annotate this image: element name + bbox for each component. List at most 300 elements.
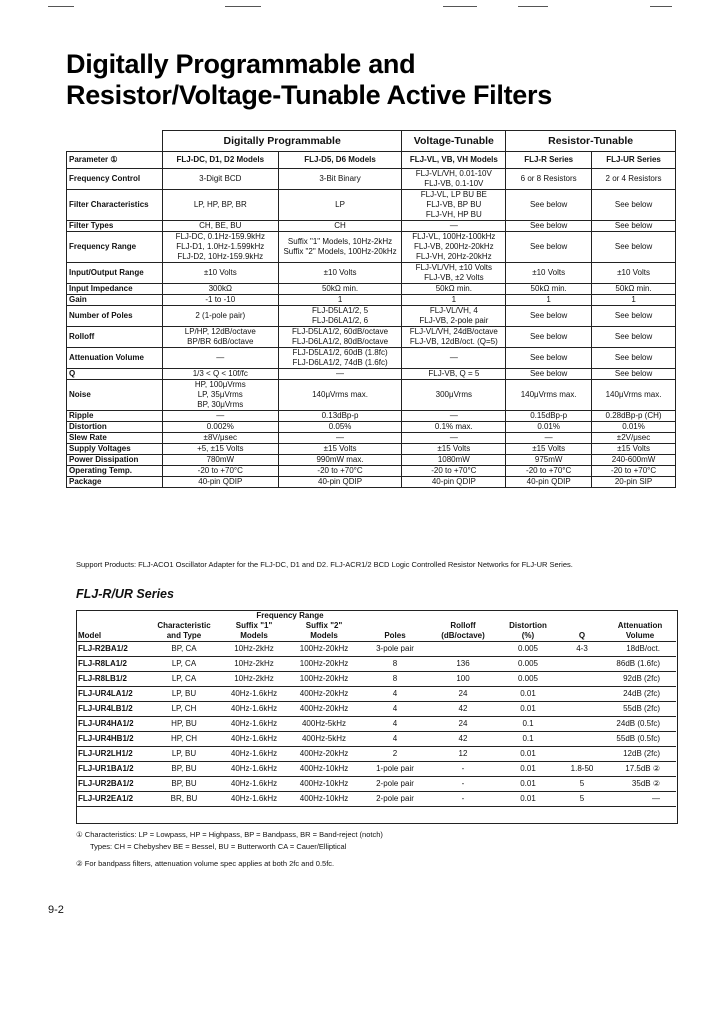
attenuation-cell: 55dB (0.5fc) <box>604 732 676 747</box>
col-suffix-2: Suffix "2" <box>305 621 343 630</box>
spec-cell-line: See below <box>529 332 568 341</box>
spec-cell <box>278 444 402 455</box>
poles-cell: 4 <box>360 732 430 747</box>
spec-cell-line: -20 to +70°C <box>317 466 363 475</box>
spec-cell-line: -20 to +70°C <box>610 466 657 475</box>
col-q: Q <box>560 631 604 642</box>
col-dc-d1-d2: FLJ-DC, D1, D2 Models <box>162 152 278 169</box>
spec-cell-line: 40-pin QDIP <box>198 477 243 486</box>
poles-cell: 4 <box>360 702 430 717</box>
spec-cell <box>278 169 402 190</box>
spec-row <box>67 369 676 380</box>
scan-artifact <box>48 6 74 7</box>
spec-cell <box>506 380 592 411</box>
scan-artifact <box>443 6 477 7</box>
q-cell <box>560 702 604 717</box>
parameter-label: Power Dissipation <box>67 455 163 466</box>
q-cell <box>560 732 604 747</box>
spec-cell <box>278 380 402 411</box>
spec-cell <box>592 169 676 190</box>
spec-cell-line: 0.002% <box>206 422 234 431</box>
spec-cell <box>402 466 506 477</box>
model-cell: FLJ-UR4HB1/2 <box>76 732 148 747</box>
spec-cell <box>592 306 676 327</box>
spec-cell <box>402 263 506 284</box>
spec-cell <box>402 221 506 232</box>
parameter-label: Input Impedance <box>67 284 163 295</box>
spec-cell-line: — <box>544 433 553 442</box>
spec-cell-line: FLJ-VB, ±2 Volts <box>424 273 484 282</box>
spec-row <box>67 380 676 411</box>
spec-group-blank <box>67 131 163 152</box>
parameter-label: Noise <box>67 380 163 411</box>
spec-row <box>67 327 676 348</box>
spec-cell-line: 50kΩ min. <box>321 284 359 293</box>
scan-artifact <box>518 6 548 7</box>
series-header-spacer <box>360 621 430 631</box>
spec-cell-line: 40-pin QDIP <box>431 477 476 486</box>
spec-cell-line: FLJ-D1, 1.0Hz-1.599kHz <box>176 242 265 251</box>
spec-cell-line: 1 <box>451 295 457 304</box>
rolloff-cell: 24 <box>430 687 496 702</box>
col-vl-vb-vh: FLJ-VL, VB, VH Models <box>402 152 506 169</box>
spec-cell <box>592 422 676 433</box>
spec-cell-line: FLJ-VH, 20Hz-20kHz <box>416 252 492 261</box>
spec-cell-line: 1/3 < Q < 10f/fc <box>192 369 248 378</box>
parameter-label: Ripple <box>67 411 163 422</box>
spec-column-header-row <box>67 152 676 169</box>
spec-cell <box>402 369 506 380</box>
spec-cell-line: 140μVrms max. <box>520 390 577 399</box>
suffix-1-range-cell: 40Hz-1.6kHz <box>220 747 288 762</box>
spec-cell <box>278 284 402 295</box>
spec-cell-line: — <box>336 433 345 442</box>
col-suffix-1-models: Models <box>220 631 288 642</box>
spec-cell <box>162 169 278 190</box>
spec-cell <box>506 190 592 221</box>
distortion-cell: 0.1 <box>496 717 560 732</box>
spec-cell <box>402 422 506 433</box>
poles-cell: 8 <box>360 657 430 672</box>
suffix-2-range-cell: 400Hz-20kHz <box>288 687 360 702</box>
rolloff-cell: - <box>430 777 496 792</box>
suffix-2-range-cell: 400Hz-10kHz <box>288 792 360 807</box>
spec-cell <box>402 433 506 444</box>
parameter-label: Input/Output Range <box>67 263 163 284</box>
table-row <box>76 657 676 672</box>
suffix-1-range-cell: 40Hz-1.6kHz <box>220 777 288 792</box>
spec-cell-line: See below <box>614 332 653 341</box>
spec-cell-line: FLJ-VL, 100Hz-100kHz <box>412 232 496 241</box>
spec-cell <box>278 411 402 422</box>
spec-cell-line: — <box>449 221 458 230</box>
series-header-spacer <box>560 621 604 631</box>
spec-cell <box>506 263 592 284</box>
distortion-cell: 0.01 <box>496 702 560 717</box>
spec-cell <box>592 348 676 369</box>
spec-cell <box>592 477 676 488</box>
spec-cell-line: 0.1% max. <box>434 422 473 431</box>
spec-cell-line: 0.05% <box>328 422 352 431</box>
spec-cell-line: ±10 Volts <box>323 268 357 277</box>
model-cell: FLJ-UR1BA1/2 <box>76 762 148 777</box>
q-cell: 4-3 <box>560 642 604 657</box>
spec-cell-line: See below <box>529 200 568 209</box>
characteristic-cell: HP, CH <box>148 732 220 747</box>
characteristic-cell: BR, BU <box>148 792 220 807</box>
spec-cell-line: 1080mW <box>437 455 470 464</box>
spec-group-header-row <box>67 131 676 152</box>
spec-cell <box>162 295 278 306</box>
spec-cell <box>162 380 278 411</box>
attenuation-cell: 55dB (2fc) <box>604 702 676 717</box>
spec-cell <box>162 263 278 284</box>
spec-cell <box>278 433 402 444</box>
spec-cell-line: ±10 Volts <box>532 268 566 277</box>
rolloff-cell: 24 <box>430 717 496 732</box>
characteristic-cell: LP, BU <box>148 747 220 762</box>
series-table <box>76 610 676 807</box>
spec-cell <box>402 477 506 488</box>
attenuation-cell: 35dB ② <box>604 777 676 792</box>
col-characteristic-type: and Type <box>148 631 220 642</box>
col-ur-series: FLJ-UR Series <box>592 152 676 169</box>
spec-row <box>67 306 676 327</box>
col-rolloff-unit: (dB/octave) <box>430 631 496 642</box>
spec-cell-line: See below <box>614 311 653 320</box>
spec-cell <box>506 348 592 369</box>
spec-cell <box>278 306 402 327</box>
spec-cell <box>402 232 506 263</box>
col-suffix-2-models: Models <box>288 631 360 642</box>
parameter-label: Filter Types <box>67 221 163 232</box>
table-row <box>76 642 676 657</box>
spec-cell-line: See below <box>529 221 568 230</box>
spec-cell-line: FLJ-D5LA1/2, 5 <box>312 306 369 315</box>
spec-cell-line: 3-Bit Binary <box>319 174 361 183</box>
parameter-label: Q <box>67 369 163 380</box>
q-cell: 1.8-50 <box>560 762 604 777</box>
title-line-1: Digitally Programmable and <box>66 49 416 79</box>
footnote-bandpass: ② For bandpass filters, attenuation volume spec applies at both 2fc and 0.5fc. <box>76 859 335 868</box>
spec-cell-line: FLJ-D6LA1/2, 6 <box>312 316 369 325</box>
col-model: Model <box>76 631 148 642</box>
spec-row <box>67 232 676 263</box>
attenuation-cell: 12dB (2fc) <box>604 747 676 762</box>
spec-cell-line: ±15 Volts <box>532 444 566 453</box>
spec-cell-line: ±15 Volts <box>617 444 650 453</box>
col-characteristic: Characteristic <box>157 621 211 630</box>
model-cell: FLJ-R8LB1/2 <box>76 672 148 687</box>
spec-row <box>67 444 676 455</box>
page-title <box>66 49 552 111</box>
q-cell <box>560 717 604 732</box>
spec-cell-line: LP <box>335 200 345 209</box>
series-table-body <box>76 642 676 807</box>
spec-cell <box>402 444 506 455</box>
scan-artifact <box>225 6 261 7</box>
attenuation-cell: 18dB/oct. <box>604 642 676 657</box>
distortion-cell: 0.005 <box>496 657 560 672</box>
spec-cell-line: ±8V/μsec <box>203 433 238 442</box>
spec-cell-line: FLJ-VL/VH, 0.01-10V <box>415 169 492 178</box>
spec-cell-line: 20-pin SIP <box>614 477 653 486</box>
title-line-2: Resistor/Voltage-Tunable Active Filters <box>66 80 552 110</box>
series-header-row-3 <box>76 631 676 642</box>
spec-row <box>67 348 676 369</box>
spec-cell-line: FLJ-VB, 12dB/oct. (Q=5) <box>409 337 498 346</box>
rolloff-cell: - <box>430 792 496 807</box>
parameter-label: Frequency Control <box>67 169 163 190</box>
rolloff-cell <box>430 642 496 657</box>
poles-cell: 4 <box>360 717 430 732</box>
spec-cell <box>506 284 592 295</box>
spec-cell-line: 3-Digit BCD <box>199 174 242 183</box>
spec-cell-line: ±10 Volts <box>617 268 650 277</box>
spec-row <box>67 422 676 433</box>
table-row <box>76 732 676 747</box>
spec-table-body <box>67 169 676 488</box>
spec-cell-line: FLJ-VL, LP BU BE <box>420 190 487 199</box>
spec-cell <box>506 232 592 263</box>
spec-cell-line: — <box>216 353 225 362</box>
table-row <box>76 777 676 792</box>
spec-cell <box>592 411 676 422</box>
model-cell: FLJ-R8LA1/2 <box>76 657 148 672</box>
parameter-label: Operating Temp. <box>67 466 163 477</box>
col-d5-d6: FLJ-D5, D6 Models <box>278 152 402 169</box>
rolloff-cell: - <box>430 762 496 777</box>
spec-cell-line: Suffix "2" Models, 100Hz-20kHz <box>283 247 397 256</box>
model-cell: FLJ-UR4LB1/2 <box>76 702 148 717</box>
spec-cell-line: See below <box>614 221 653 230</box>
spec-cell <box>162 284 278 295</box>
table-row <box>76 792 676 807</box>
model-cell: FLJ-R2BA1/2 <box>76 642 148 657</box>
spec-cell <box>278 348 402 369</box>
spec-cell <box>278 327 402 348</box>
spec-cell-line: 0.28dBp-p (CH) <box>605 411 662 420</box>
spec-cell-line: FLJ-VB, 2-pole pair <box>419 316 489 325</box>
spec-cell-line: See below <box>529 353 568 362</box>
spec-cell-line: FLJ-D5LA1/2, 60dB (1.8fc) <box>292 348 388 357</box>
spec-cell <box>162 232 278 263</box>
spec-cell <box>506 306 592 327</box>
spec-row <box>67 169 676 190</box>
attenuation-cell: 86dB (1.6fc) <box>604 657 676 672</box>
suffix-2-range-cell: 400Hz-5kHz <box>288 732 360 747</box>
spec-cell <box>278 190 402 221</box>
table-row <box>76 762 676 777</box>
col-parameter: Parameter ① <box>67 152 163 169</box>
spec-cell-line: FLJ-DC, 0.1Hz-159.9kHz <box>175 232 265 241</box>
spec-cell-line: — <box>449 433 458 442</box>
parameter-label: Attenuation Volume <box>67 348 163 369</box>
spec-cell-line: FLJ-D2, 10Hz-159.9kHz <box>177 252 264 261</box>
col-attenuation-volume: Volume <box>604 631 676 642</box>
spec-cell-line: FLJ-D6LA1/2, 80dB/octave <box>292 337 389 346</box>
spec-cell-line: See below <box>529 242 568 251</box>
spec-cell-line: 0.01% <box>537 422 560 431</box>
series-header-spacer <box>76 610 220 621</box>
spec-cell-line: -20 to +70°C <box>197 466 243 475</box>
poles-cell: 2 <box>360 747 430 762</box>
spec-cell-line: See below <box>529 311 568 320</box>
suffix-1-range-cell: 10Hz-2kHz <box>220 672 288 687</box>
attenuation-cell: 24dB (2fc) <box>604 687 676 702</box>
characteristic-cell: BP, CA <box>148 642 220 657</box>
distortion-cell: 0.01 <box>496 687 560 702</box>
spec-cell <box>162 221 278 232</box>
spec-cell <box>592 455 676 466</box>
spec-cell <box>402 169 506 190</box>
spec-cell <box>592 284 676 295</box>
suffix-1-range-cell: 40Hz-1.6kHz <box>220 687 288 702</box>
spec-cell-line: ±15 Volts <box>323 444 357 453</box>
spec-cell <box>278 295 402 306</box>
spec-cell <box>162 455 278 466</box>
suffix-2-range-cell: 400Hz-20kHz <box>288 747 360 762</box>
spec-cell <box>278 477 402 488</box>
spec-cell <box>278 232 402 263</box>
spec-cell <box>592 433 676 444</box>
rolloff-cell: 12 <box>430 747 496 762</box>
spec-row <box>67 477 676 488</box>
col-distortion-unit: (%) <box>496 631 560 642</box>
model-cell: FLJ-UR2LH1/2 <box>76 747 148 762</box>
spec-cell-line: LP/HP, 12dB/octave <box>184 327 256 336</box>
spec-cell-line: 990mW max. <box>316 455 364 464</box>
spec-cell <box>402 380 506 411</box>
spec-cell-line: 1 <box>337 295 343 304</box>
spec-cell-line: See below <box>614 353 653 362</box>
characteristic-cell: LP, BU <box>148 687 220 702</box>
spec-cell-line: See below <box>529 369 568 378</box>
poles-cell: 4 <box>360 687 430 702</box>
spec-cell-line: LP, HP, BP, BR <box>193 200 247 209</box>
attenuation-cell: 24dB (0.5fc) <box>604 717 676 732</box>
q-cell <box>560 687 604 702</box>
characteristic-cell: BP, BU <box>148 777 220 792</box>
spec-cell-line: 300μVrms <box>435 390 472 399</box>
suffix-1-range-cell: 40Hz-1.6kHz <box>220 702 288 717</box>
spec-cell-line: FLJ-D5LA1/2, 60dB/octave <box>292 327 389 336</box>
spec-cell-line: ±2V/μsec <box>616 433 651 442</box>
spec-cell <box>592 327 676 348</box>
section-title: FLJ-R/UR Series <box>76 587 174 601</box>
attenuation-cell: — <box>604 792 676 807</box>
poles-cell: 1-pole pair <box>360 762 430 777</box>
group-resistor-tunable: Resistor-Tunable <box>506 131 676 152</box>
suffix-1-range-cell: 10Hz-2kHz <box>220 642 288 657</box>
suffix-1-range-cell: 40Hz-1.6kHz <box>220 717 288 732</box>
spec-cell <box>506 169 592 190</box>
parameter-label: Frequency Range <box>67 232 163 263</box>
suffix-2-range-cell: 100Hz-20kHz <box>288 657 360 672</box>
spec-cell-line: 40-pin QDIP <box>526 477 571 486</box>
group-digitally-programmable: Digitally Programmable <box>162 131 402 152</box>
spec-cell <box>162 411 278 422</box>
distortion-cell: 0.01 <box>496 762 560 777</box>
model-cell: FLJ-UR4LA1/2 <box>76 687 148 702</box>
spec-cell-line: -20 to +70°C <box>526 466 572 475</box>
rolloff-cell: 42 <box>430 732 496 747</box>
spec-cell-line: BP/BR 6dB/octave <box>187 337 254 346</box>
spec-cell <box>506 466 592 477</box>
spec-cell <box>506 411 592 422</box>
q-cell <box>560 672 604 687</box>
page-number: 9-2 <box>48 904 64 916</box>
series-header-spacer <box>360 610 676 621</box>
series-header-row-2 <box>76 621 676 631</box>
col-frequency-range: Frequency Range <box>256 610 324 620</box>
spec-cell <box>506 221 592 232</box>
spec-cell <box>278 455 402 466</box>
spec-cell <box>162 433 278 444</box>
spec-cell <box>506 422 592 433</box>
spec-cell-line: FLJ-VL/VH, ±10 Volts <box>415 263 493 272</box>
col-suffix-1: Suffix "1" <box>235 621 273 630</box>
col-r-series: FLJ-R Series <box>506 152 592 169</box>
series-header-row-1 <box>76 610 676 621</box>
spec-row <box>67 190 676 221</box>
spec-cell-line: -1 to -10 <box>205 295 236 304</box>
parameter-label: Package <box>67 477 163 488</box>
spec-cell <box>402 295 506 306</box>
spec-cell-line: 0.15dBp-p <box>530 411 568 420</box>
parameter-label: Filter Characteristics <box>67 190 163 221</box>
spec-cell <box>162 422 278 433</box>
spec-cell <box>278 466 402 477</box>
footnote-types: Types: CH = Chebyshev BE = Bessel, BU = Butterworth CA = Cauer/Elliptical <box>90 842 347 851</box>
spec-row <box>67 295 676 306</box>
parameter-label: Slew Rate <box>67 433 163 444</box>
spec-cell-line: See below <box>614 369 653 378</box>
spec-cell-line: FLJ-VL/VH, 24dB/octave <box>409 327 498 336</box>
spec-table <box>66 130 676 488</box>
poles-cell: 2-pole pair <box>360 792 430 807</box>
table-row <box>76 702 676 717</box>
spec-cell-line: CH <box>334 221 346 230</box>
spec-cell <box>592 444 676 455</box>
table-row <box>76 747 676 762</box>
distortion-cell: 0.005 <box>496 672 560 687</box>
rolloff-cell: 100 <box>430 672 496 687</box>
spec-cell-line: Suffix "1" Models, 10Hz-2kHz <box>287 237 393 246</box>
suffix-2-range-cell: 400Hz-5kHz <box>288 717 360 732</box>
spec-cell <box>402 327 506 348</box>
spec-cell <box>278 422 402 433</box>
q-cell <box>560 657 604 672</box>
spec-row <box>67 263 676 284</box>
model-cell: FLJ-UR2EA1/2 <box>76 792 148 807</box>
spec-cell-line: FLJ-VL/VH, 4 <box>429 306 478 315</box>
spec-cell <box>278 221 402 232</box>
table-row <box>76 672 676 687</box>
spec-cell-line: FLJ-VB, BP BU <box>426 200 482 209</box>
suffix-1-range-cell: 40Hz-1.6kHz <box>220 762 288 777</box>
spec-cell-line: 50kΩ min. <box>435 284 472 293</box>
footnote-characteristics: ① Characteristics: LP = Lowpass, HP = Highpass, BP = Bandpass, BR = Band-reject (notch) <box>76 830 383 839</box>
spec-row <box>67 455 676 466</box>
spec-cell-line: ±15 Volts <box>437 444 471 453</box>
q-cell: 5 <box>560 777 604 792</box>
spec-cell-line: — <box>336 369 345 378</box>
spec-cell-line: 975mW <box>534 455 563 464</box>
spec-cell <box>592 369 676 380</box>
spec-cell <box>592 221 676 232</box>
spec-cell-line: 50kΩ min. <box>530 284 567 293</box>
